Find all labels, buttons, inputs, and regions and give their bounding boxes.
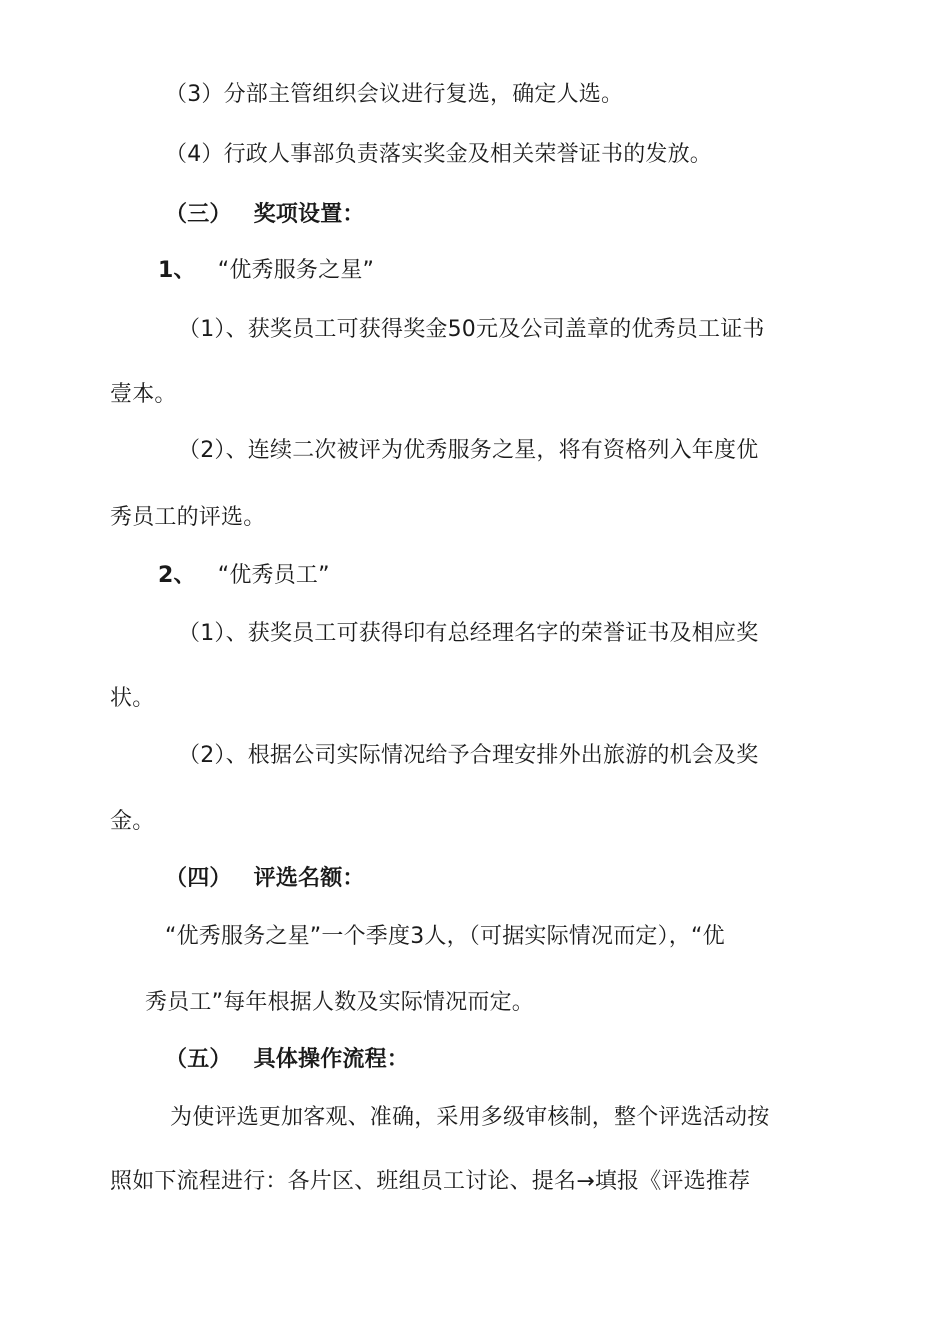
section-title: 具体操作流程： bbox=[253, 1047, 410, 1072]
paragraph-award1-point2-line1: （2）、连续二次被评为优秀服务之星，将有资格列入年度优 bbox=[178, 438, 759, 463]
paragraph-award2-point2-line1: （2）、根据公司实际情况给予合理安排外出旅游的机会及奖 bbox=[178, 743, 759, 768]
section-heading-procedure bbox=[165, 1045, 409, 1075]
award-item-2 bbox=[158, 561, 330, 591]
paragraph-award1-point1-line1: （1）、获奖员工可获得奖金50元及公司盖章的优秀员工证书 bbox=[178, 317, 765, 342]
section-heading-awards bbox=[165, 200, 365, 230]
section-title: 奖项设置： bbox=[253, 202, 365, 227]
award-item-1 bbox=[158, 256, 374, 286]
paragraph-quota-line2: 秀员工”每年根据人数及实际情况而定。 bbox=[145, 990, 534, 1015]
section-heading-quota bbox=[165, 864, 365, 894]
item-title: “优秀服务之星” bbox=[217, 258, 375, 283]
paragraph-procedure-line1: 为使评选更加客观、准确，采用多级审核制，整个评选活动按 bbox=[170, 1105, 770, 1130]
item-number: 1、 bbox=[158, 258, 196, 283]
paragraph-step-4: （4）行政人事部负责落实奖金及相关荣誉证书的发放。 bbox=[165, 142, 712, 167]
section-number: （四） bbox=[165, 866, 232, 891]
paragraph-award2-point1-line2: 状。 bbox=[110, 686, 155, 711]
item-number: 2、 bbox=[158, 563, 196, 588]
item-title: “优秀员工” bbox=[217, 563, 330, 588]
section-number: （五） bbox=[165, 1047, 232, 1072]
paragraph-award2-point1-line1: （1）、获奖员工可获得印有总经理名字的荣誉证书及相应奖 bbox=[178, 621, 759, 646]
paragraph-procedure-line2: 照如下流程进行：各片区、班组员工讨论、提名→填报《评选推荐 bbox=[110, 1169, 751, 1194]
section-title: 评选名额： bbox=[253, 866, 365, 891]
paragraph-quota-line1: “优秀服务之星”一个季度3人，（可据实际情况而定），“优 bbox=[165, 924, 725, 949]
paragraph-award1-point1-line2: 壹本。 bbox=[110, 382, 177, 407]
paragraph-award2-point2-line2: 金。 bbox=[110, 809, 155, 834]
paragraph-award1-point2-line2: 秀员工的评选。 bbox=[110, 505, 266, 530]
section-number: （三） bbox=[165, 202, 232, 227]
paragraph-step-3: （3）分部主管组织会议进行复选，确定人选。 bbox=[165, 82, 624, 107]
